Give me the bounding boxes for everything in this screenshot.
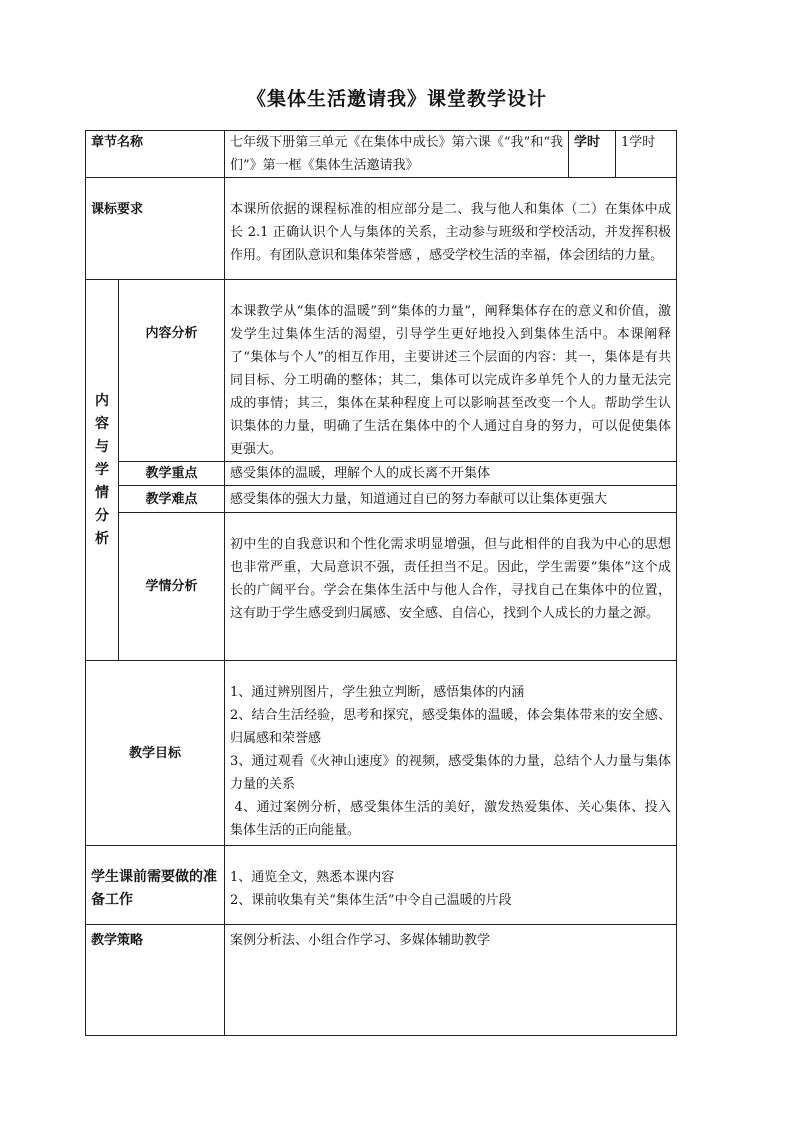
- strategy-text: 案例分析法、小组合作学习、多媒体辅助教学: [225, 925, 677, 1036]
- difficulty-row: [86, 486, 677, 513]
- lesson-plan-table: [85, 130, 677, 1036]
- standard-label: 课标要求: [86, 178, 225, 280]
- chapter-row: [86, 131, 677, 178]
- objective-item: 3、通过观看《火神山速度》的视频，感受集体的力量，总结个人力量与集体力量的关系: [230, 754, 672, 792]
- learner-analysis-row: [86, 513, 677, 661]
- objective-item: 4、通过案例分析，感受集体生活的美好，激发热爱集体、关心集体、投入集体生活的正向能量。: [230, 800, 671, 838]
- difficulty-label: 教学难点: [119, 486, 225, 513]
- content-analysis-label: 内容分析: [119, 280, 225, 462]
- page-title: 《集体生活邀请我》课堂教学设计: [246, 88, 547, 110]
- objective-item: 1、通过辨别图片，学生独立判断，感悟集体的内涵: [230, 685, 525, 700]
- strategy-label: 教学策略: [86, 925, 225, 1036]
- hours-label: 学时: [569, 131, 616, 178]
- preparation-item: 1、通览全文，熟悉本课内容: [230, 870, 395, 885]
- preparation-label: 学生课前需要做的准备工作: [86, 846, 225, 925]
- content-analysis-text: 本课教学从“集体的温暖”到“集体的力量”，阐释集体存在的意义和价值，激发学生过集体生活的渴望，引导学生更好地投入到集体生活中。本课阐释了“集体与个人”的相互作用，主要讲述三个层面的内容：其一，集体是有共同目标、分工明确的整体；其二，集体可以完成许多单凭个人的力量无法完成的事情；其三，集体在某种程度上可以影响甚至改变一个人。帮助学生认识集体的力量，明确了生活在集体中的个人通过自身的努力，可以促使集体更强大。: [225, 280, 677, 462]
- standard-row: [86, 178, 677, 280]
- content-analysis-row: [86, 280, 677, 462]
- objectives-label: 教学目标: [86, 661, 225, 846]
- strategy-row: [86, 925, 677, 1036]
- objectives-list: [225, 661, 677, 846]
- objectives-row: [86, 661, 677, 846]
- preparation-row: [86, 846, 677, 925]
- difficulty-text: 感受集体的强大力量，知道通过自已的努力奉献可以让集体更强大: [225, 486, 677, 513]
- learner-analysis-label: 学情分析: [119, 513, 225, 661]
- chapter-value: 七年级下册第三单元《在集体中成长》第六课《“我”和“我们”》第一框《集体生活邀请我》: [225, 131, 569, 178]
- hours-value: 1学时: [616, 131, 677, 178]
- objective-item: 2、结合生活经验，思考和探究，感受集体的温暖，体会集体带来的安全感、归属感和荣誉感: [230, 708, 672, 746]
- preparation-item: 2、课前收集有关“集体生活”中令自己温暖的片段: [230, 893, 512, 908]
- learner-analysis-text: 初中生的自我意识和个性化需求明显增强，但与此相伴的自我为中心的思想也非常严重，大局意识不强，责任担当不足。因此，学生需要“集体”这个成长的广阔平台。学会在集体生活中与他人合作，寻找自己在集体中的位置，这有助于学生感受到归属感、安全感、自信心，找到个人成长的力量之源。: [225, 513, 677, 661]
- key-point-text: 感受集体的温暖，理解个人的成长离不开集体: [225, 462, 677, 486]
- key-point-label: 教学重点: [119, 462, 225, 486]
- chapter-label: 章节名称: [86, 131, 225, 178]
- standard-text: 本课所依据的课程标准的相应部分是二、我与他人和集体（二）在集体中成长 2.1 正确认识个人与集体的关系，主动参与班级和学校活动，并发挥积极作用。有团队意识和集体荣誉感 ，感受学校生活的幸福，体会团结的力量。: [225, 178, 677, 280]
- key-point-row: [86, 462, 677, 486]
- preparation-list: [225, 846, 677, 925]
- analysis-group-label: 内 容 与 学 情 分 析: [86, 280, 119, 661]
